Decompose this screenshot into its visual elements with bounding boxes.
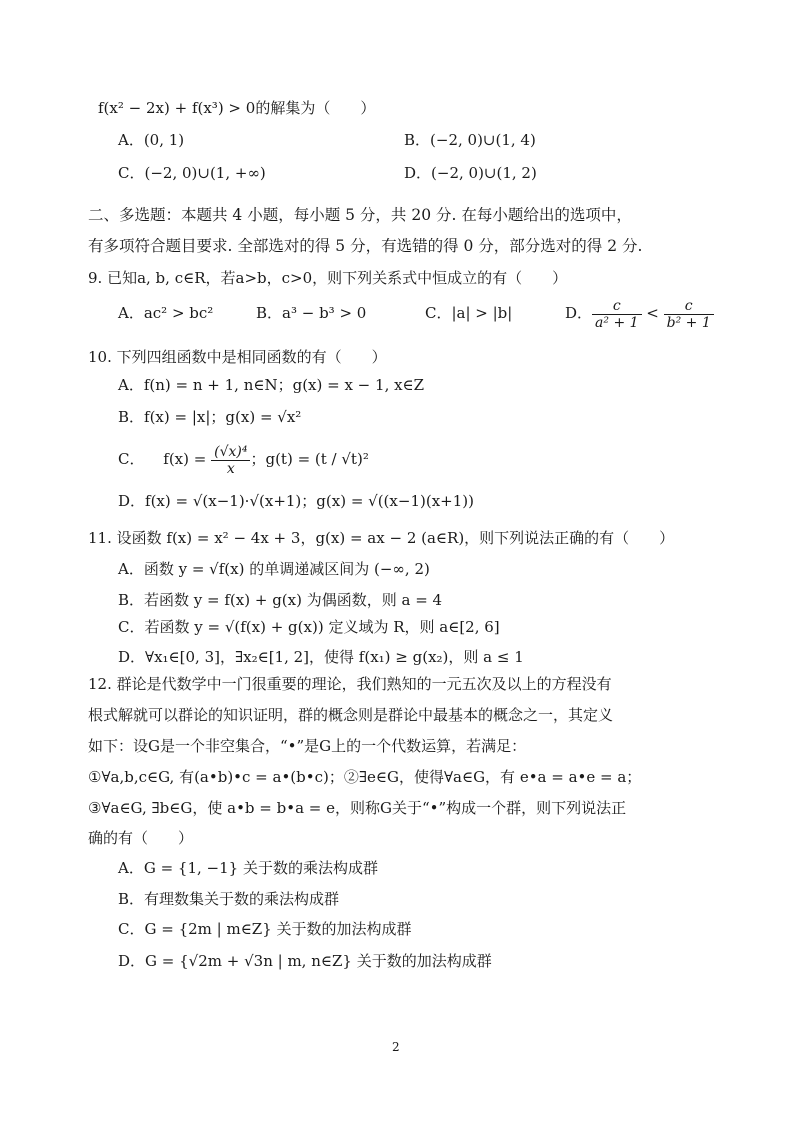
q9-d-fraction-right — [664, 298, 714, 331]
q12-line6: 确的有（ ） — [88, 829, 194, 847]
q9-option-a: A．ac² > bc² — [118, 304, 214, 322]
q9-d-fraction-left — [592, 298, 642, 331]
q8-option-c: C．(−2, 0)∪(1, +∞) — [118, 164, 266, 182]
q9-d-num1: c — [592, 298, 642, 315]
q12-option-b: B．有理数集关于数的乘法构成群 — [118, 890, 340, 908]
q9-d-num2: c — [664, 298, 714, 315]
q11-stem: 11. 设函数 f(x) = x² − 4x + 3，g(x) = ax − 2 (a∈R)，则下列说法正确的有（ ） — [88, 529, 675, 547]
q9-d-operator: < — [641, 304, 664, 322]
q10-c-fraction — [211, 444, 250, 477]
q10-stem: 10. 下列四组函数中是相同函数的有（ ） — [88, 348, 387, 366]
q8-option-d: D．(−2, 0)∪(1, 2) — [404, 164, 537, 182]
q8-option-b: B．(−2, 0)∪(1, 4) — [404, 131, 536, 149]
section2-line1: 二、多选题：本题共 4 小题，每小题 5 分，共 20 分. 在每小题给出的选项中， — [88, 206, 632, 224]
q11-option-d: D．∀x₁∈[0, 3]，∃x₂∈[1, 2]，使得 f(x₁) ≥ g(x₂)，则 a ≤ 1 — [118, 648, 524, 666]
q10-option-b: B．f(x) = |x|；g(x) = √x² — [118, 408, 302, 426]
q9-option-c: C．|a| > |b| — [425, 304, 513, 322]
q9-stem: 9. 已知a, b, c∈R，若a>b，c>0，则下列关系式中恒成立的有（ ） — [88, 269, 568, 287]
q8-option-a: A．(0, 1) — [118, 131, 185, 149]
q10-c-f: f(x) = — [163, 450, 207, 468]
section2-line2: 有多项符合题目要求. 全部选对的得 5 分，有选错的得 0 分，部分选对的得 2 分. — [88, 237, 643, 255]
q10-c-fden: x — [226, 460, 235, 477]
q10-c-fnum: (√x)⁴ — [211, 444, 250, 461]
q11-option-a: A．函数 y = √f(x) 的单调递减区间为 (−∞, 2) — [118, 560, 430, 578]
q12-line1: 12. 群论是代数学中一门很重要的理论，我们熟知的一元五次及以上的方程没有 — [88, 675, 612, 693]
q10-option-a: A．f(n) = n + 1, n∈N；g(x) = x − 1, x∈Z — [118, 376, 425, 394]
q8-stem: f(x² − 2x) + f(x³) > 0的解集为（ ） — [98, 99, 376, 117]
q12-line4: ①∀a,b,c∈G, 有(a•b)•c = a•(b•c)；②∃e∈G，使得∀a∈G，有 e•a = a•e = a； — [88, 768, 642, 786]
q10-c-label: C． — [118, 450, 145, 468]
q9-option-d-label: D． — [565, 304, 593, 322]
q10-option-d: D．f(x) = √(x−1)·√(x+1)；g(x) = √((x−1)(x+1)) — [118, 492, 474, 510]
q12-line3: 如下：设G是一个非空集合，“•”是G上的一个代数运算，若满足： — [88, 737, 527, 755]
q9-option-d — [565, 296, 714, 331]
q9-d-den2: b² + 1 — [666, 314, 711, 331]
q11-option-b: B．若函数 y = f(x) + g(x) 为偶函数，则 a = 4 — [118, 591, 443, 609]
q10-option-c — [118, 442, 369, 477]
q12-line2: 根式解就可以群论的知识证明，群的概念则是群论中最基本的概念之一，其定义 — [88, 706, 614, 724]
q12-option-c: C．G = {2m | m∈Z} 关于数的加法构成群 — [118, 920, 412, 938]
q12-option-d: D．G = {√2m + √3n | m, n∈Z} 关于数的加法构成群 — [118, 952, 492, 970]
q9-option-b: B．a³ − b³ > 0 — [256, 304, 367, 322]
page-number: 2 — [392, 1040, 400, 1054]
q12-option-a: A．G = {1, −1} 关于数的乘法构成群 — [118, 859, 378, 877]
q11-option-c: C．若函数 y = √(f(x) + g(x)) 定义域为 R，则 a∈[2, 6] — [118, 618, 500, 636]
q12-line5: ③∀a∈G, ∃b∈G，使 a•b = b•a = e，则称G关于“•”构成一个群，则下列说法正 — [88, 799, 627, 817]
q9-d-den1: a² + 1 — [595, 314, 639, 331]
q10-c-g: ；g(t) = (t / √t)² — [250, 450, 369, 468]
